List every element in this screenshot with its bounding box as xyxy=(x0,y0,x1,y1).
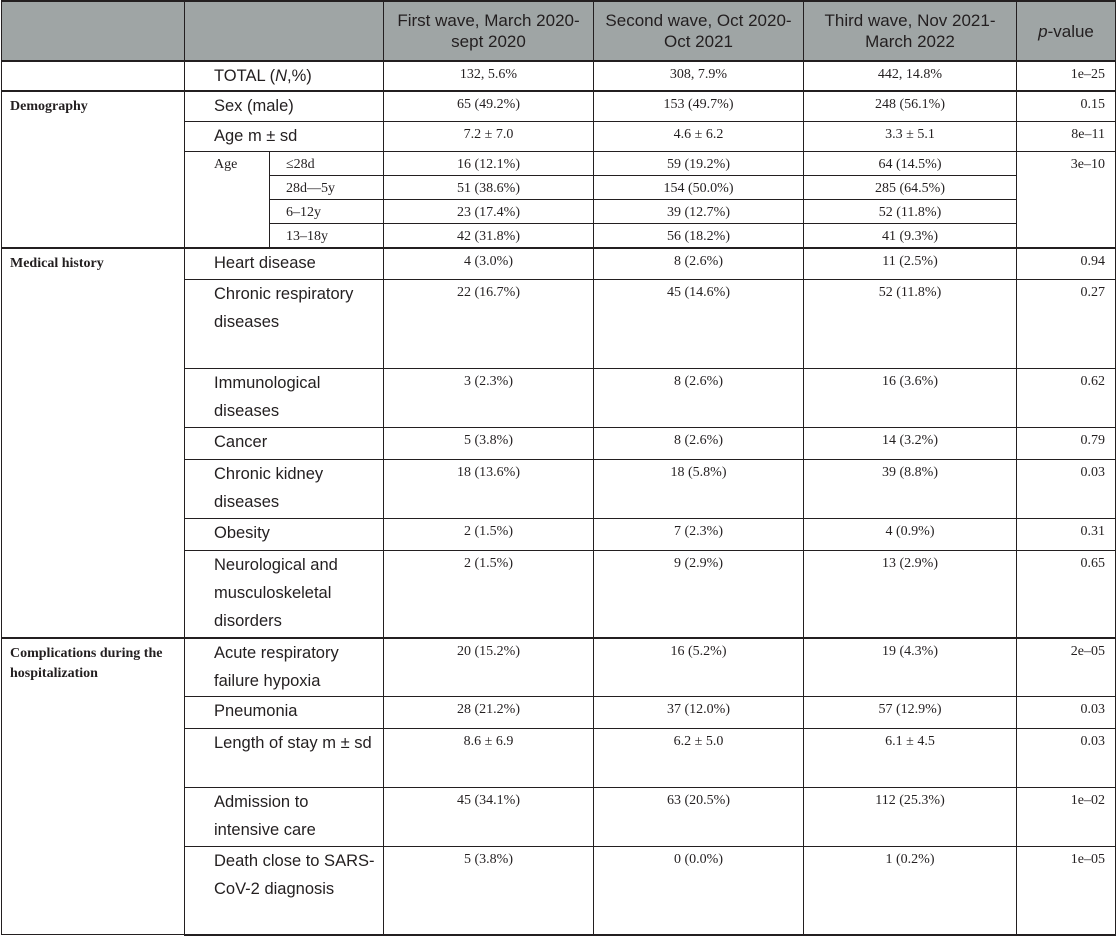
age-group-label: 28d—5y xyxy=(270,175,384,199)
medical-label: Heart disease xyxy=(185,248,384,280)
medical-label: Obesity xyxy=(185,519,384,551)
total-label: TOTAL (N,%) xyxy=(185,61,384,91)
complication-label: Pneumonia xyxy=(185,697,384,729)
age-msd-label: Age m ± sd xyxy=(185,121,384,151)
age-group-wave3: 64 (14.5%) xyxy=(804,151,1017,175)
medical-wave1: 22 (16.7%) xyxy=(384,280,594,369)
complication-wave3: 57 (12.9%) xyxy=(804,697,1017,729)
medical-wave2: 8 (2.6%) xyxy=(594,428,804,460)
complication-wave3: 6.1 ± 4.5 xyxy=(804,729,1017,788)
sex-p-value: 0.15 xyxy=(1017,91,1116,121)
medical-wave2: 8 (2.6%) xyxy=(594,248,804,280)
age-group-wave1: 23 (17.4%) xyxy=(384,199,594,223)
medical-history-category: Medical history xyxy=(2,248,185,638)
medical-wave1: 2 (1.5%) xyxy=(384,551,594,638)
age-msd-wave1: 7.2 ± 7.0 xyxy=(384,121,594,151)
age-group-wave2: 39 (12.7%) xyxy=(594,199,804,223)
age-group-label: Age xyxy=(185,151,270,248)
total-wave3: 442, 14.8% xyxy=(804,61,1017,91)
total-wave2: 308, 7.9% xyxy=(594,61,804,91)
age-msd-p-value: 8e–11 xyxy=(1017,121,1116,151)
medical-p-value: 0.03 xyxy=(1017,460,1116,519)
complication-label: Admission to intensive care xyxy=(185,788,384,847)
complication-wave2: 16 (5.2%) xyxy=(594,638,804,697)
sex-wave2: 153 (49.7%) xyxy=(594,91,804,121)
complication-label: Acute respiratory failure hypoxia xyxy=(185,638,384,697)
age-group-label: ≤28d xyxy=(270,151,384,175)
medical-wave2: 8 (2.6%) xyxy=(594,369,804,428)
complication-p-value: 1e–02 xyxy=(1017,788,1116,847)
complication-wave2: 6.2 ± 5.0 xyxy=(594,729,804,788)
medical-wave2: 7 (2.3%) xyxy=(594,519,804,551)
characteristics-table xyxy=(1,0,1116,936)
header-blank-category xyxy=(2,1,185,61)
complication-row xyxy=(2,638,1116,697)
total-category-cell xyxy=(2,61,185,91)
medical-p-value: 0.62 xyxy=(1017,369,1116,428)
medical-label: Chronic respiratory diseases xyxy=(185,280,384,369)
medical-wave2: 45 (14.6%) xyxy=(594,280,804,369)
age-group-p-value: 3e–10 xyxy=(1017,151,1116,248)
complication-wave1: 5 (3.8%) xyxy=(384,847,594,935)
medical-p-value: 0.27 xyxy=(1017,280,1116,369)
complication-wave3: 112 (25.3%) xyxy=(804,788,1017,847)
age-group-wave2: 56 (18.2%) xyxy=(594,223,804,248)
medical-label: Chronic kidney diseases xyxy=(185,460,384,519)
medical-wave1: 3 (2.3%) xyxy=(384,369,594,428)
medical-p-value: 0.94 xyxy=(1017,248,1116,280)
p-suffix: -value xyxy=(1047,21,1094,41)
complication-p-value: 0.03 xyxy=(1017,729,1116,788)
sex-wave1: 65 (49.2%) xyxy=(384,91,594,121)
complication-wave1: 28 (21.2%) xyxy=(384,697,594,729)
complication-wave1: 45 (34.1%) xyxy=(384,788,594,847)
medical-label: Cancer xyxy=(185,428,384,460)
medical-wave1: 4 (3.0%) xyxy=(384,248,594,280)
sex-row xyxy=(2,91,1116,121)
header-first-wave: First wave, March 2020-sept 2020 xyxy=(384,1,594,61)
medical-p-value: 0.65 xyxy=(1017,551,1116,638)
medical-wave2: 18 (5.8%) xyxy=(594,460,804,519)
age-group-label: 6–12y xyxy=(270,199,384,223)
medical-p-value: 0.31 xyxy=(1017,519,1116,551)
medical-label: Immunological diseases xyxy=(185,369,384,428)
age-group-wave1: 51 (38.6%) xyxy=(384,175,594,199)
complication-wave2: 63 (20.5%) xyxy=(594,788,804,847)
age-group-wave2: 154 (50.0%) xyxy=(594,175,804,199)
age-group-wave3: 41 (9.3%) xyxy=(804,223,1017,248)
p-italic: p xyxy=(1038,21,1048,41)
medical-wave3: 39 (8.8%) xyxy=(804,460,1017,519)
age-group-wave2: 59 (19.2%) xyxy=(594,151,804,175)
medical-wave1: 5 (3.8%) xyxy=(384,428,594,460)
medical-wave2: 9 (2.9%) xyxy=(594,551,804,638)
complication-p-value: 1e–05 xyxy=(1017,847,1116,935)
complication-wave1: 20 (15.2%) xyxy=(384,638,594,697)
demography-category: Demography xyxy=(2,91,185,248)
complication-label: Length of stay m ± sd xyxy=(185,729,384,788)
total-p-value: 1e–25 xyxy=(1017,61,1116,91)
header-p-value xyxy=(1017,1,1116,61)
age-group-wave1: 16 (12.1%) xyxy=(384,151,594,175)
medical-wave3: 14 (3.2%) xyxy=(804,428,1017,460)
total-row xyxy=(2,61,1116,91)
age-msd-wave3: 3.3 ± 5.1 xyxy=(804,121,1017,151)
medical-label: Neurological and musculoskeletal disorders xyxy=(185,551,384,638)
medical-wave3: 52 (11.8%) xyxy=(804,280,1017,369)
medical-wave3: 13 (2.9%) xyxy=(804,551,1017,638)
complication-wave2: 0 (0.0%) xyxy=(594,847,804,935)
header-row xyxy=(2,1,1116,61)
complication-wave2: 37 (12.0%) xyxy=(594,697,804,729)
sex-label: Sex (male) xyxy=(185,91,384,121)
header-second-wave: Second wave, Oct 2020-Oct 2021 xyxy=(594,1,804,61)
complication-wave1: 8.6 ± 6.9 xyxy=(384,729,594,788)
age-group-label: 13–18y xyxy=(270,223,384,248)
complications-category: Complications during the hospitalization xyxy=(2,638,185,935)
header-blank-variable xyxy=(185,1,384,61)
complication-wave3: 19 (4.3%) xyxy=(804,638,1017,697)
age-msd-wave2: 4.6 ± 6.2 xyxy=(594,121,804,151)
medical-wave3: 16 (3.6%) xyxy=(804,369,1017,428)
complication-p-value: 2e–05 xyxy=(1017,638,1116,697)
medical-wave3: 4 (0.9%) xyxy=(804,519,1017,551)
medical-wave1: 2 (1.5%) xyxy=(384,519,594,551)
age-group-wave3: 285 (64.5%) xyxy=(804,175,1017,199)
medical-p-value: 0.79 xyxy=(1017,428,1116,460)
header-third-wave: Third wave, Nov 2021-March 2022 xyxy=(804,1,1017,61)
complication-label: Death close to SARS-CoV-2 diagnosis xyxy=(185,847,384,935)
age-group-wave3: 52 (11.8%) xyxy=(804,199,1017,223)
medical-row xyxy=(2,248,1116,280)
sex-wave3: 248 (56.1%) xyxy=(804,91,1017,121)
complication-wave3: 1 (0.2%) xyxy=(804,847,1017,935)
complication-p-value: 0.03 xyxy=(1017,697,1116,729)
age-group-wave1: 42 (31.8%) xyxy=(384,223,594,248)
total-wave1: 132, 5.6% xyxy=(384,61,594,91)
medical-wave3: 11 (2.5%) xyxy=(804,248,1017,280)
medical-wave1: 18 (13.6%) xyxy=(384,460,594,519)
